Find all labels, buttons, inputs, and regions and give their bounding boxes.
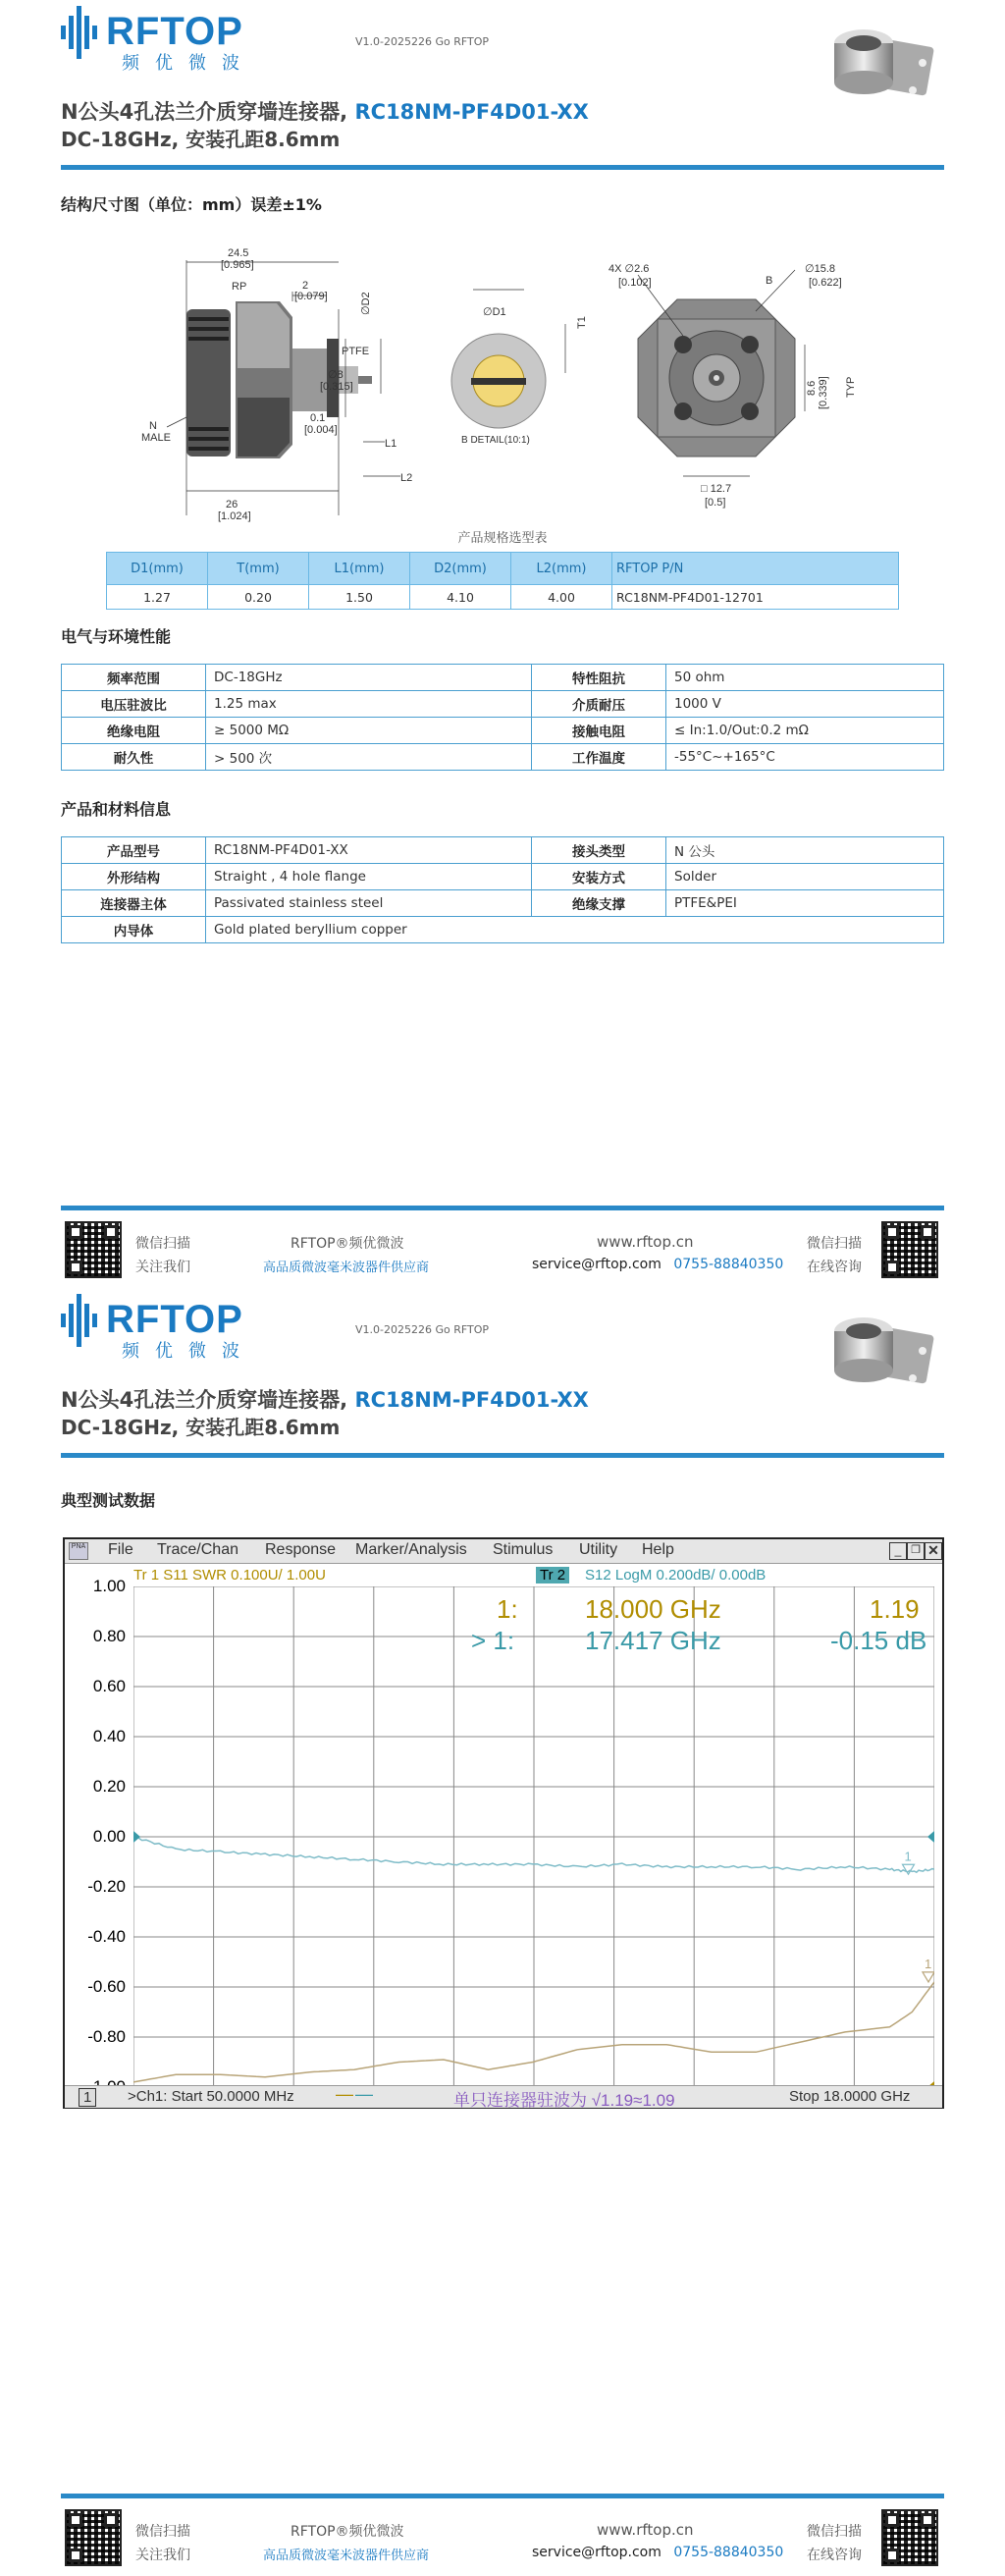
footer-email-link[interactable]: service@rftop.com [532, 1257, 661, 1272]
table-row [62, 890, 944, 917]
ref-arrow-left [133, 1831, 140, 1843]
product-photo [815, 14, 942, 112]
dim-n: N [149, 420, 157, 432]
cell-d1: 1.27 [107, 585, 208, 610]
section-material-title: 产品和材料信息 [61, 800, 172, 819]
front-view [608, 263, 857, 509]
marker-1-label: 1: [497, 1594, 518, 1624]
col-pn: RFTOP P/N [612, 553, 899, 585]
dim-0-339: [0.339] [818, 376, 829, 409]
table-row [62, 744, 944, 771]
footer-wechat-1: 微信扫描 [135, 2524, 190, 2540]
dim-0-1: 0.1 [310, 412, 326, 424]
dim-26: 26 [226, 499, 238, 510]
minimize-icon[interactable]: _ [889, 1542, 907, 1560]
table-row [62, 665, 944, 691]
elec-label: 电压驻波比 [62, 691, 206, 718]
y-tick-label: -0.20 [87, 1877, 126, 1896]
header-divider [61, 1453, 944, 1458]
title-pn: RC18NM-PF4D01-XX [354, 1388, 589, 1412]
footer-brand: RFTOP®频优微波 [291, 1236, 404, 1252]
footer-wechat-2: 关注我们 [135, 2548, 190, 2563]
dim-ptfe: PTFE [342, 346, 370, 357]
mat-value: Solder [666, 864, 944, 890]
footer-slogan: 高品质微波毫米波器件供应商 [263, 1261, 430, 1275]
mat-label: 外形结构 [62, 864, 206, 890]
footer-brand: RFTOP®频优微波 [291, 2524, 404, 2540]
elec-label: 绝缘电阻 [62, 718, 206, 744]
dim-0-004: [0.004] [304, 424, 338, 436]
menu-file[interactable]: File [108, 1541, 133, 1558]
dim-b: B [766, 275, 773, 287]
side-view [141, 247, 412, 522]
mat-label: 连接器主体 [62, 890, 206, 917]
mat-value: N 公头 [666, 837, 944, 864]
vna-menubar [65, 1539, 942, 1564]
table-row [62, 864, 944, 890]
marker-2-freq: 17.417 GHz [585, 1626, 721, 1655]
dim-d8: ∅8 [328, 369, 344, 381]
page-2 [0, 1288, 1005, 2576]
dim-L1: L1 [385, 438, 397, 450]
mat-label: 产品型号 [62, 837, 206, 864]
y-tick-label: 0.80 [92, 1627, 126, 1645]
trace-2-tab[interactable]: Tr 2 [536, 1567, 569, 1583]
footer-divider [61, 1206, 944, 1210]
footer-wechat-1: 微信扫描 [135, 1236, 190, 1252]
logo-mark [61, 1292, 104, 1357]
y-tick-label: 1.00 [92, 1577, 126, 1595]
mat-label: 绝缘支撑 [532, 890, 666, 917]
footer-consult-2: 在线咨询 [807, 1260, 862, 1275]
dim-0-315: [0.315] [320, 381, 353, 393]
vna-app-icon: PNA [69, 1542, 88, 1560]
mat-value: Passivated stainless steel [206, 890, 532, 917]
dim-0-102: [0.102] [618, 277, 652, 289]
vna-window [63, 1537, 944, 2109]
cell-t: 0.20 [208, 585, 309, 610]
marker-1-value: 1.19 [870, 1594, 920, 1624]
elec-value: ≤ In:1.0/Out:0.2 mΩ [666, 718, 944, 744]
menu-trace-chan[interactable]: Trace/Chan [157, 1541, 238, 1558]
vswr-annotation: 单只连接器驻波为 √1.19≈1.09 [453, 2091, 675, 2110]
menu-marker-analysis[interactable]: Marker/Analysis [355, 1541, 467, 1558]
qr-code-follow [65, 2509, 122, 2566]
marker-1-freq: 18.000 GHz [585, 1594, 721, 1624]
y-tick-label: 0.40 [92, 1727, 126, 1745]
material-table [61, 836, 944, 943]
mat-label: 内导体 [62, 917, 206, 943]
footer-consult-1: 微信扫描 [807, 1236, 862, 1252]
cell-l1: 1.50 [309, 585, 410, 610]
dim-0-622: [0.622] [809, 277, 842, 289]
y-tick-label: 0.20 [92, 1777, 126, 1796]
dim-rp: RP [232, 281, 247, 293]
section-dimension-title: 结构尺寸图（单位：mm）误差±1% [61, 195, 322, 214]
footer-phone: 0755-88840350 [673, 1257, 784, 1272]
trace-1-label[interactable]: Tr 1 S11 SWR 0.100U/ 1.00U [133, 1567, 326, 1583]
dim-L2: L2 [400, 472, 413, 484]
elec-label: 特性阻抗 [532, 665, 666, 691]
marker-number: 1 [904, 1849, 912, 1864]
footer-website-link[interactable]: www.rftop.cn [597, 1233, 694, 1251]
dim-24-5: 24.5 [228, 247, 249, 259]
footer-wechat-2: 关注我们 [135, 1260, 190, 1275]
footer-contact [532, 2545, 783, 2560]
mat-value: RC18NM-PF4D01-XX [206, 837, 532, 864]
footer-consult-2: 在线咨询 [807, 2548, 862, 2563]
elec-value: ≥ 5000 MΩ [206, 718, 532, 744]
elec-table [61, 664, 944, 771]
footer-slogan: 高品质微波毫米波器件供应商 [263, 2549, 430, 2563]
elec-label: 接触电阻 [532, 718, 666, 744]
marker-2-value: -0.15 dB [830, 1626, 927, 1655]
dim-15-8: ∅15.8 [805, 263, 835, 275]
dimension-drawing [128, 241, 913, 525]
mat-label: 接头类型 [532, 837, 666, 864]
brand-cn: 频优微波 [122, 1341, 255, 1362]
cell-d2: 4.10 [410, 585, 511, 610]
section-test-title: 典型测试数据 [61, 1491, 156, 1510]
mat-label: 安装方式 [532, 864, 666, 890]
dim-2: 2 [302, 280, 309, 292]
close-icon[interactable]: ✕ [925, 1542, 942, 1560]
col-d1: D1(mm) [107, 553, 208, 585]
cell-pn: RC18NM-PF4D01-12701 [612, 585, 899, 610]
footer-divider [61, 2494, 944, 2498]
dim-0-965: [0.965] [221, 259, 254, 271]
product-photo [815, 1302, 942, 1400]
menu-help[interactable]: Help [642, 1541, 674, 1558]
marker-number: 1 [925, 1956, 932, 1971]
mat-value: Straight , 4 hole flange [206, 864, 532, 890]
table-row [62, 917, 944, 943]
cell-l2: 4.00 [511, 585, 612, 610]
elec-value: -55°C~+165°C [666, 744, 944, 771]
logo-mark [61, 4, 82, 61]
marker-2-label: > 1: [471, 1626, 515, 1655]
plot-grid [133, 1586, 934, 2087]
dim-0-079: [0.079] [294, 291, 328, 302]
ref-arrow-right [927, 1831, 934, 1843]
menu-response[interactable]: Response [265, 1541, 337, 1558]
marker-triangle [902, 1864, 914, 1874]
title-cn: N公头4孔法兰介质穿墙连接器, [61, 100, 348, 124]
trace-2-label[interactable]: S12 LogM 0.200dB/ 0.00dB [585, 1567, 767, 1583]
elec-value: > 500 次 [206, 744, 532, 771]
elec-value: DC-18GHz [206, 665, 532, 691]
y-tick-label: 0.60 [92, 1677, 126, 1695]
legend-swatch-s11: — [336, 2084, 353, 2104]
restore-icon[interactable]: ❐ [907, 1542, 925, 1560]
footer-contact [532, 1257, 783, 1272]
y-tick-label: -0.60 [87, 1977, 126, 1996]
version-label: V1.0-2025226 Go RFTOP [355, 35, 490, 48]
dim-T1: T1 [576, 316, 588, 329]
menu-stimulus[interactable]: Stimulus [493, 1541, 554, 1558]
dim-12-7: □ 12.7 [701, 483, 732, 495]
table-row [62, 691, 944, 718]
footer-email-link[interactable]: service@rftop.com [532, 2545, 661, 2560]
elec-label: 工作温度 [532, 744, 666, 771]
elec-value: 1.25 max [206, 691, 532, 718]
elec-label: 耐久性 [62, 744, 206, 771]
product-title [61, 96, 589, 126]
elec-value: 1000 V [666, 691, 944, 718]
elec-label: 频率范围 [62, 665, 206, 691]
stop-frequency[interactable]: Stop 18.0000 GHz [789, 2088, 911, 2105]
vna-plot [133, 1586, 934, 2087]
brand-cn: 频优微波 [122, 53, 255, 74]
dim-8-6: 8.6 [806, 380, 818, 396]
y-tick-label: -0.80 [87, 2027, 126, 2046]
select-table-title: 产品规格选型表 [457, 531, 548, 546]
dim-typ: TYP [845, 376, 857, 398]
qr-code-consult [881, 1221, 938, 1278]
brand-logo-text: RFTOP [106, 10, 243, 53]
dim-D1: ∅D1 [483, 306, 506, 318]
channel-number[interactable]: 1 [79, 2088, 96, 2107]
table-row [107, 585, 899, 610]
elec-value: 50 ohm [666, 665, 944, 691]
title-pn: RC18NM-PF4D01-XX [354, 100, 589, 124]
legend-swatch-s12: — [355, 2084, 373, 2104]
version-label: V1.0-2025226 Go RFTOP [355, 1323, 490, 1336]
footer-website-link[interactable]: www.rftop.cn [597, 2521, 694, 2539]
header-divider [61, 165, 944, 170]
dim-male: MALE [141, 432, 171, 444]
qr-code-consult [881, 2509, 938, 2566]
start-frequency[interactable]: >Ch1: Start 50.0000 MHz [128, 2088, 294, 2105]
table-row [62, 837, 944, 864]
brand-logo-text: RFTOP [106, 1298, 243, 1341]
marker-triangle [923, 1972, 934, 1982]
section-elec-title: 电气与环境性能 [61, 627, 172, 646]
product-subtitle: DC-18GHz, 安装孔距8.6mm [61, 1416, 341, 1439]
select-table [106, 552, 899, 610]
table-row [62, 718, 944, 744]
dim-1-024: [1.024] [218, 510, 251, 522]
detail-label: B DETAIL(10:1) [461, 435, 530, 446]
col-l2: L2(mm) [511, 553, 612, 585]
detail-view [451, 290, 588, 446]
dim-0-5: [0.5] [705, 497, 726, 509]
dim-D2: ∅D2 [360, 292, 372, 315]
col-d2: D2(mm) [410, 553, 511, 585]
col-l1: L1(mm) [309, 553, 410, 585]
footer-phone: 0755-88840350 [673, 2545, 784, 2560]
vna-statusbar [65, 2085, 942, 2108]
qr-code-follow [65, 1221, 122, 1278]
footer-consult-1: 微信扫描 [807, 2524, 862, 2540]
elec-label: 介质耐压 [532, 691, 666, 718]
mat-value: PTFE&PEI [666, 890, 944, 917]
mat-value: Gold plated beryllium copper [206, 917, 944, 943]
col-t: T(mm) [208, 553, 309, 585]
y-tick-label: 0.00 [92, 1827, 126, 1846]
product-title [61, 1384, 589, 1414]
dim-4x-hole: 4X ∅2.6 [608, 263, 650, 275]
y-tick-label: -0.40 [87, 1927, 126, 1946]
title-cn: N公头4孔法兰介质穿墙连接器, [61, 1388, 348, 1412]
menu-utility[interactable]: Utility [579, 1541, 618, 1558]
product-subtitle: DC-18GHz, 安装孔距8.6mm [61, 128, 341, 151]
